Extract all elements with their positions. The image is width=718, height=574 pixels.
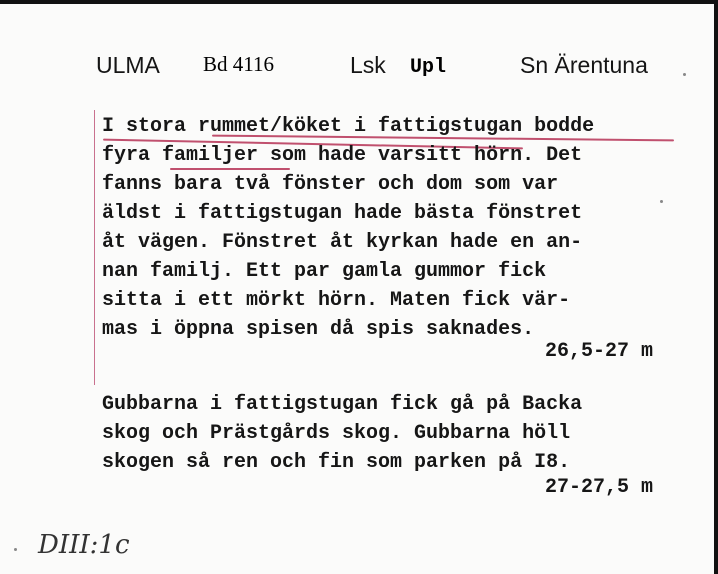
province-label: Upl [410,56,447,79]
measurement-label: 26,5-27 m [545,340,654,363]
record-code: Bd 4116 [203,52,274,76]
text-line: fanns bara två fönster och dom som var [102,173,559,196]
paragraph-2 [102,390,582,477]
text-line: Gubbarna i fattigstugan fick gå på Backa [102,393,583,416]
text-line: I stora rummet/köket i fattigstugan bodde [102,115,595,138]
speck [14,548,17,551]
text-line: nan familj. Ett par gamla gummor fick [102,260,547,283]
card-right-edge [714,0,718,574]
shelf-mark: DIII:1c [38,530,130,560]
text-line: sitta i ett mörkt hörn. Maten fick vär- [102,289,571,312]
region-label: Lsk [350,52,386,78]
parish-label: Sn Ärentuna [520,52,648,78]
margin-line [94,110,95,385]
text-line: fyra familjer som hade varsitt hörn. Det [102,144,583,167]
text-line: äldst i fattigstugan hade bästa fönstret [102,202,583,225]
text-line: åt vägen. Fönstret åt kyrkan hade en an- [102,231,583,254]
card-top-edge [0,0,718,4]
paragraph-1 [102,112,594,344]
text-line: skog och Prästgårds skog. Gubbarna höll [102,422,571,445]
speck [683,73,686,76]
measurement-label: 27-27,5 m [545,476,654,499]
text-line: mas i öppna spisen då spis saknades. [102,318,535,341]
speck [660,200,663,203]
archive-name: ULMA [96,52,160,78]
text-line: skogen så ren och fin som parken på I8. [102,451,571,474]
